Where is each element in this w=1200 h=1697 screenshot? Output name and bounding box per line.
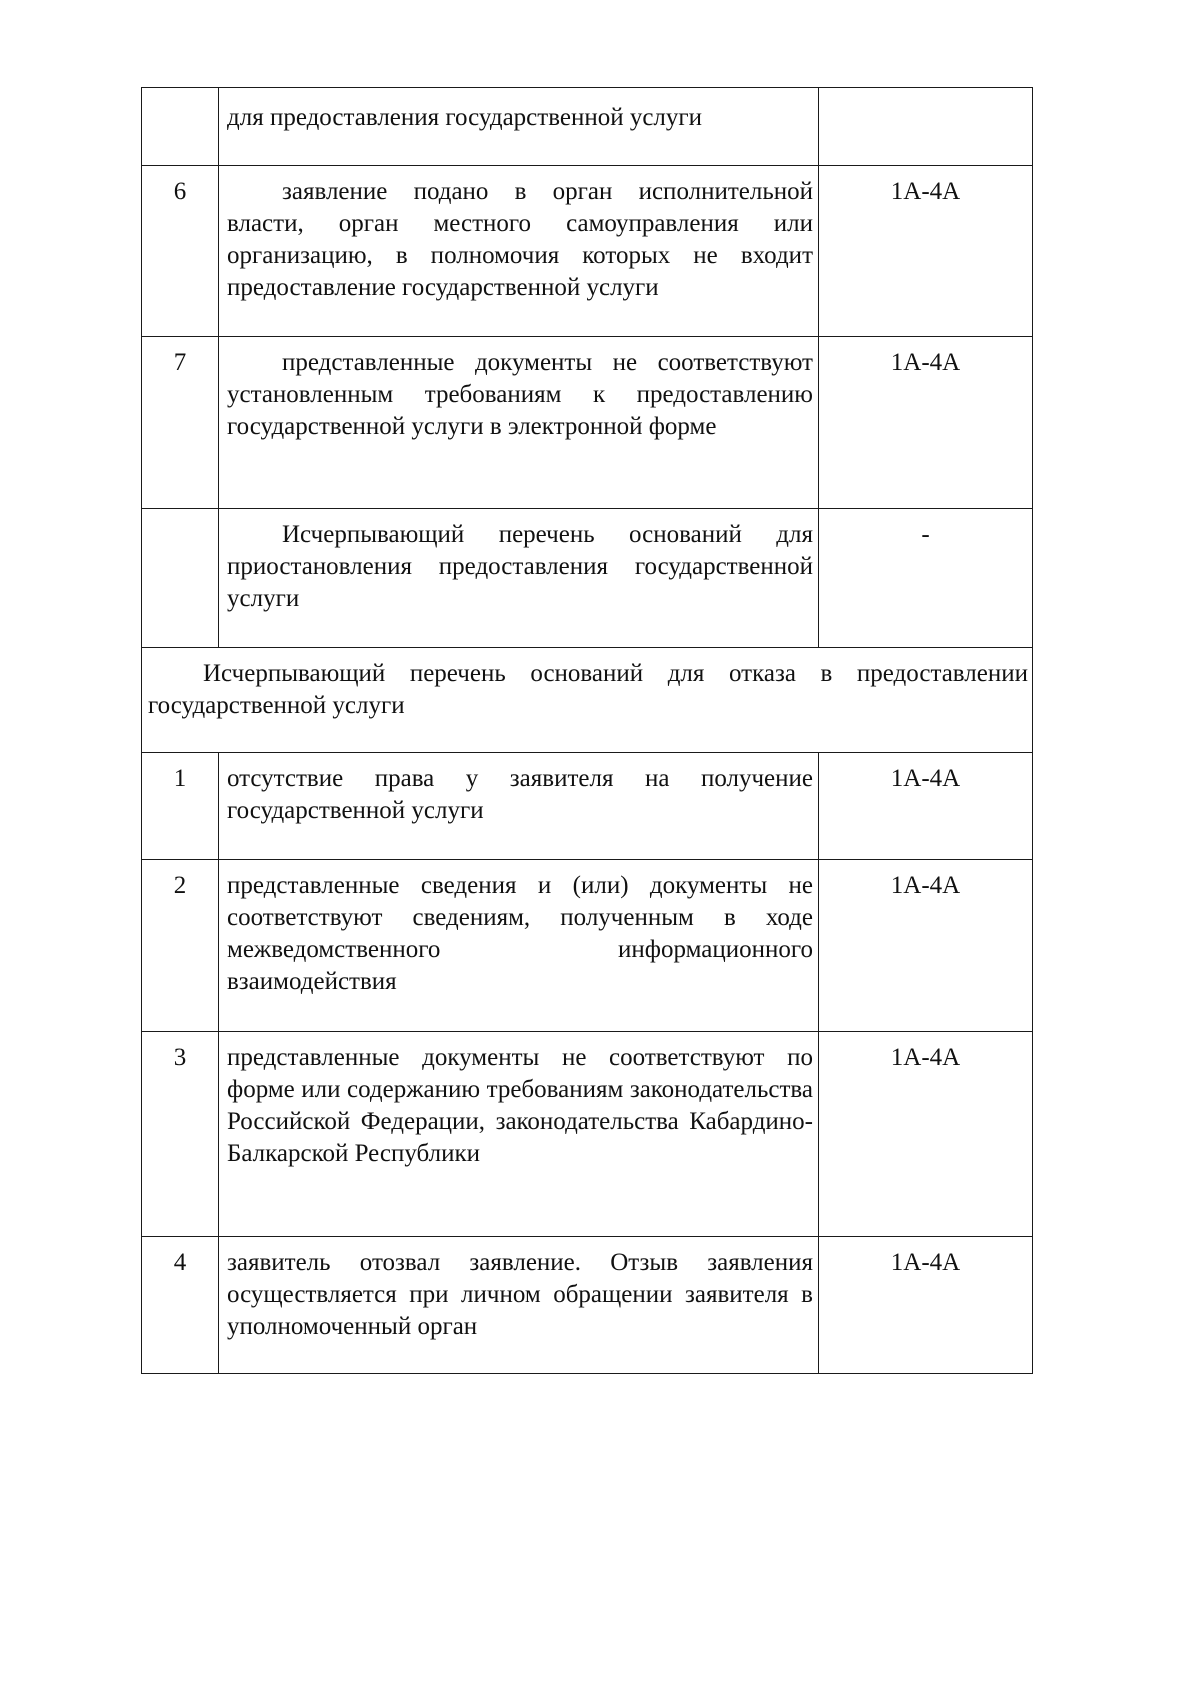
- row-number: 7: [142, 337, 219, 509]
- table-row: [142, 860, 1033, 1032]
- row-number: [142, 88, 219, 166]
- row-number: 1: [142, 753, 219, 860]
- row-code: 1А-4А: [819, 753, 1033, 860]
- row-code: -: [819, 509, 1033, 648]
- row-text: отсутствие права у заявителя на получение государственной услуги: [219, 753, 819, 860]
- row-text: представленные документы не соответствуют установленным требованиям к предоставлению государственной услуги в электронной форме: [219, 337, 819, 509]
- row-text: заявитель отозвал заявление. Отзыв заявления осуществляется при личном обращении заявителя в уполномоченный орган: [219, 1237, 819, 1374]
- row-text: представленные сведения и (или) документы не соответствуют сведениям, полученным в ходе межведомственного информационного взаимодействия: [219, 860, 819, 1032]
- row-code: 1А-4А: [819, 166, 1033, 337]
- table-row: [142, 1032, 1033, 1237]
- section-heading-row: [142, 648, 1033, 753]
- section-heading: Исчерпывающий перечень оснований для отказа в предоставлении государственной услуги: [142, 648, 1033, 753]
- row-code: 1А-4А: [819, 860, 1033, 1032]
- table-row: [142, 337, 1033, 509]
- row-text: для предоставления государственной услуги: [219, 88, 819, 166]
- row-number: 3: [142, 1032, 219, 1237]
- row-text: заявление подано в орган исполнительной власти, орган местного самоуправления или организацию, в полномочия которых не входит предоставление государственной услуги: [219, 166, 819, 337]
- row-code: 1А-4А: [819, 1032, 1033, 1237]
- row-number: 6: [142, 166, 219, 337]
- row-text: Исчерпывающий перечень оснований для приостановления предоставления государственной услуги: [219, 509, 819, 648]
- row-code: 1А-4А: [819, 1237, 1033, 1374]
- table-row: [142, 88, 1033, 166]
- row-number: [142, 509, 219, 648]
- table-row: [142, 509, 1033, 648]
- table-row: [142, 166, 1033, 337]
- table-row: [142, 753, 1033, 860]
- row-number: 2: [142, 860, 219, 1032]
- grounds-table: [141, 87, 1033, 1374]
- table-row: [142, 1237, 1033, 1374]
- row-code: [819, 88, 1033, 166]
- row-text: представленные документы не соответствуют по форме или содержанию требованиям законодательства Российской Федерации, законодательства Кабардино-Балкарской Республики: [219, 1032, 819, 1237]
- row-number: 4: [142, 1237, 219, 1374]
- row-code: 1А-4А: [819, 337, 1033, 509]
